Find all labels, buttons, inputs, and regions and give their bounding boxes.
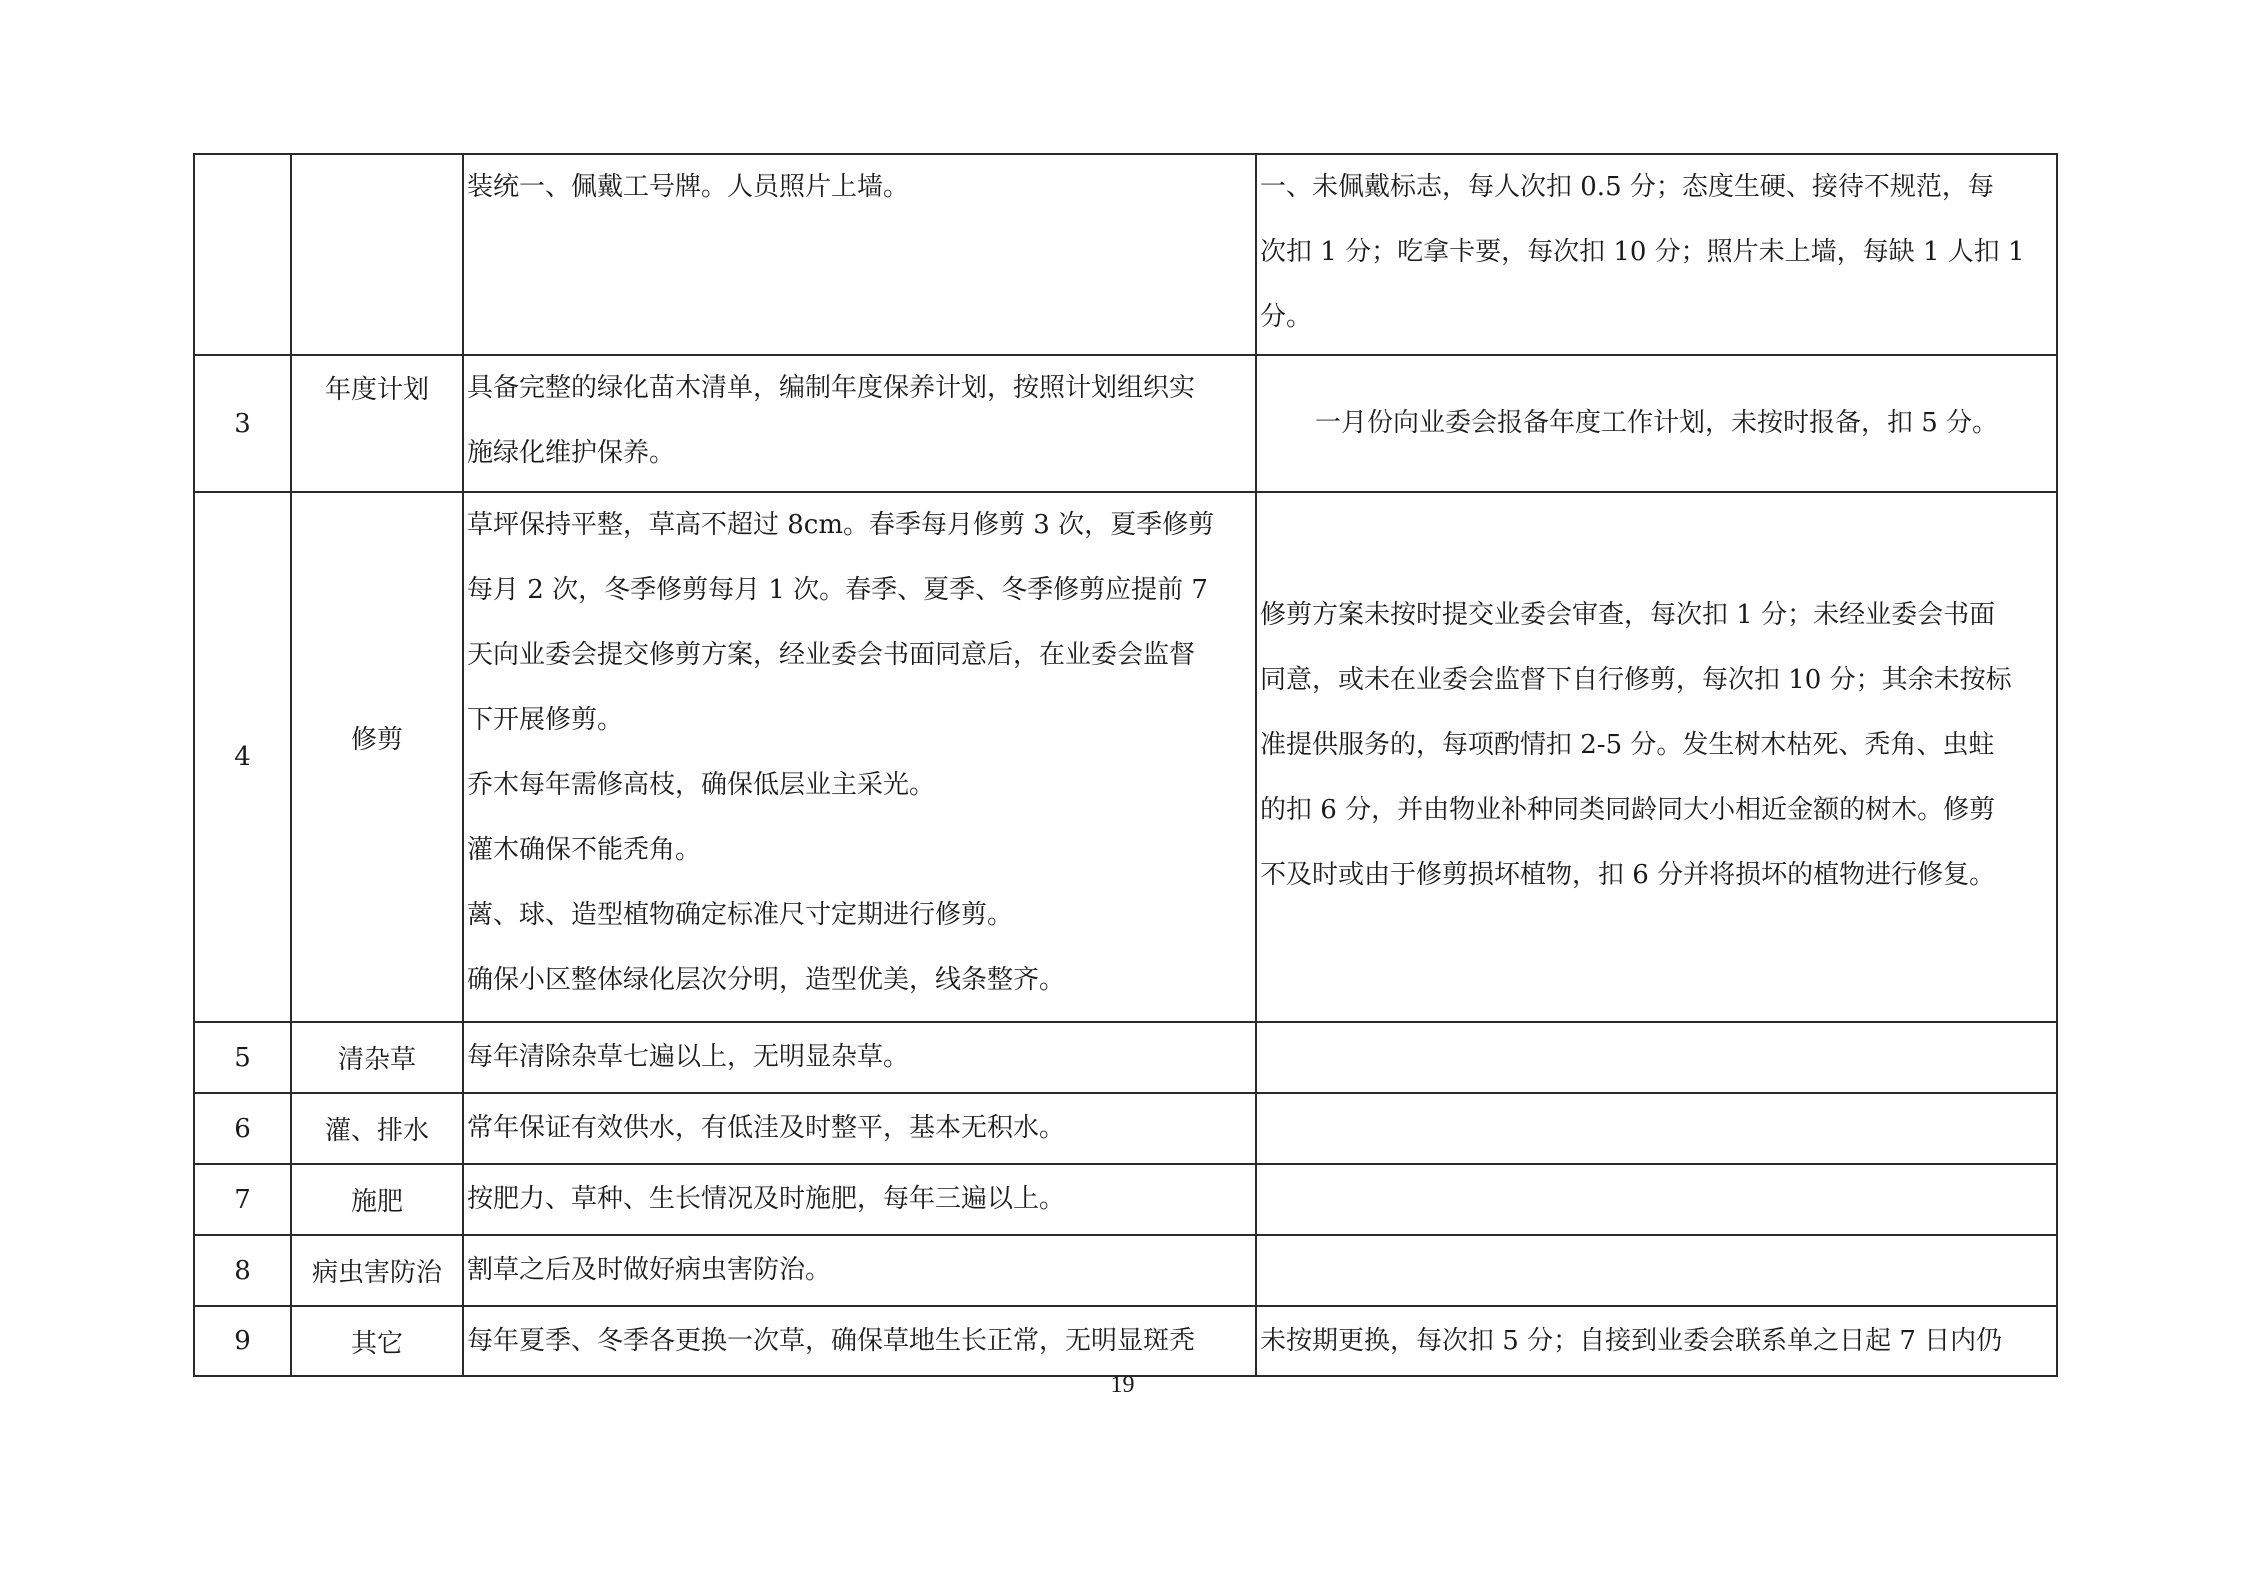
row-deduction xyxy=(1256,1164,2057,1235)
deduction-line: 未按期更换，每次扣 5 分；自接到业委会联系单之日起 7 日内仍 xyxy=(1260,1325,2003,1356)
table-row xyxy=(194,1022,2057,1093)
deduction-line: 次扣 1 分；吃拿卡要，每次扣 10 分；照片未上墙，每缺 1 人扣 1 xyxy=(1260,237,2025,267)
deduction-line: 准提供服务的，每项酌情扣 2-5 分。发生树木枯死、秃角、虫蛀 xyxy=(1260,730,1995,760)
standard-line: 常年保证有效供水，有低洼及时整平，基本无积水。 xyxy=(467,1113,1066,1143)
deduction-line: 不及时或由于修剪损坏植物，扣 6 分并将损坏的植物进行修复。 xyxy=(1260,860,1996,890)
table-row xyxy=(194,1164,2057,1235)
table-row xyxy=(194,1235,2057,1306)
row-item: 施肥 xyxy=(291,1164,463,1235)
deduction-line: 一月份向业委会报备年度工作计划，未按时报备，扣 5 分。 xyxy=(1314,408,1999,438)
row-standard xyxy=(463,1164,1256,1235)
standard-line: 割草之后及时做好病虫害防治。 xyxy=(467,1255,832,1285)
standard-line: 每月 2 次，冬季修剪每月 1 次。春季、夏季、冬季修剪应提前 7 xyxy=(467,575,1208,605)
table-row xyxy=(194,1306,2057,1376)
page-number: 19 xyxy=(1110,1372,1135,1398)
standard-line: 天向业委会提交修剪方案，经业委会书面同意后，在业委会监督 xyxy=(467,640,1196,670)
standard-line: 蓠、球、造型植物确定标准尺寸定期进行修剪。 xyxy=(467,900,1014,930)
standard-line: 按肥力、草种、生长情况及时施肥，每年三遍以上。 xyxy=(467,1184,1066,1214)
standard-line: 确保小区整体绿化层次分明，造型优美，线条整齐。 xyxy=(467,965,1066,995)
deduction-line: 同意，或未在业委会监督下自行修剪，每次扣 10 分；其余未按标 xyxy=(1260,665,2012,695)
row-standard xyxy=(463,154,1256,355)
row-item: 灌、排水 xyxy=(291,1093,463,1164)
row-deduction xyxy=(1256,1306,2057,1376)
row-item: 年度计划 xyxy=(291,355,463,492)
row-number: 9 xyxy=(194,1306,291,1376)
row-number: 4 xyxy=(194,492,291,1022)
row-standard xyxy=(463,1235,1256,1306)
row-standard xyxy=(463,1306,1256,1376)
row-deduction xyxy=(1256,492,2057,1022)
deduction-line: 分。 xyxy=(1260,302,1313,332)
row-item: 其它 xyxy=(291,1306,463,1376)
row-number: 6 xyxy=(194,1093,291,1164)
row-deduction xyxy=(1256,1093,2057,1164)
deduction-line: 一、未佩戴标志，每人次扣 0.5 分；态度生硬、接待不规范，每 xyxy=(1260,172,1994,202)
row-standard xyxy=(463,355,1256,492)
row-deduction xyxy=(1256,355,2057,492)
assessment-table xyxy=(193,153,2058,1377)
standard-line: 每年清除杂草七遍以上，无明显杂草。 xyxy=(467,1042,910,1072)
row-number: 8 xyxy=(194,1235,291,1306)
row-standard xyxy=(463,1093,1256,1164)
row-deduction xyxy=(1256,1235,2057,1306)
standard-line: 施绿化维护保养。 xyxy=(467,438,676,468)
row-deduction xyxy=(1256,154,2057,355)
table-row xyxy=(194,492,2057,1022)
row-item: 清杂草 xyxy=(291,1022,463,1093)
row-deduction xyxy=(1256,1022,2057,1093)
standard-line: 灌木确保不能秃角。 xyxy=(467,835,702,865)
standard-line: 每年夏季、冬季各更换一次草，确保草地生长正常，无明显斑秃 xyxy=(467,1325,1196,1356)
row-standard xyxy=(463,1022,1256,1093)
row-number: 3 xyxy=(194,355,291,492)
row-standard xyxy=(463,492,1256,1022)
standard-line: 乔木每年需修高枝，确保低层业主采光。 xyxy=(467,770,936,800)
row-item: 修剪 xyxy=(291,492,463,1022)
row-item: 病虫害防治 xyxy=(291,1235,463,1306)
row-number: 5 xyxy=(194,1022,291,1093)
row-number xyxy=(194,154,291,355)
standard-line: 草坪保持平整，草高不超过 8cm。春季每月修剪 3 次，夏季修剪 xyxy=(467,510,1215,540)
deduction-line: 的扣 6 分，并由物业补种同类同龄同大小相近金额的树木。修剪 xyxy=(1260,795,1996,825)
standard-line: 具备完整的绿化苗木清单，编制年度保养计划，按照计划组织实 xyxy=(467,373,1196,403)
row-item xyxy=(291,154,463,355)
standard-line: 下开展修剪。 xyxy=(467,705,624,735)
table-row xyxy=(194,154,2057,355)
standard-line: 装统一、佩戴工号牌。人员照片上墙。 xyxy=(467,172,910,202)
deduction-line: 修剪方案未按时提交业委会审查，每次扣 1 分；未经业委会书面 xyxy=(1260,600,1996,630)
table-row xyxy=(194,355,2057,492)
table-row xyxy=(194,1093,2057,1164)
row-number: 7 xyxy=(194,1164,291,1235)
